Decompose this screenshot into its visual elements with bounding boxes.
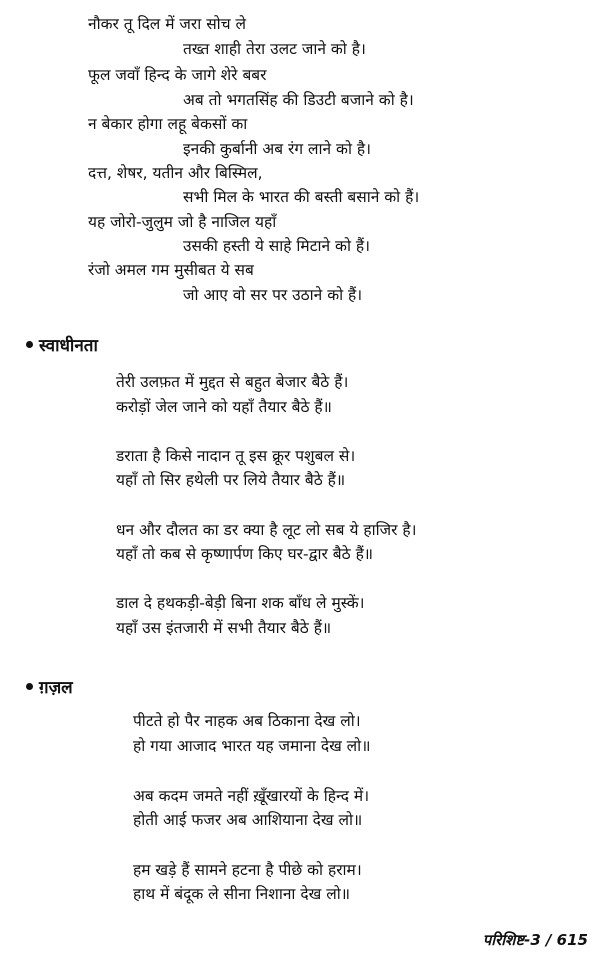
poem-line: अब कदम जमते नहीं ख़ूँखारयों के हिन्द में। bbox=[133, 787, 370, 805]
poem-line: फूल जवाँ हिन्द के जागे शेरे बबर bbox=[88, 66, 267, 84]
poem-line: डराता है किसे नादान तू इस क्रूर पशुबल से। bbox=[116, 447, 356, 465]
poem-line: करोड़ों जेल जाने को यहाँ तैयार बैठे हैं॥ bbox=[116, 398, 332, 416]
poem-line: हाथ में बंदूक ले सीना निशाना देख लो॥ bbox=[133, 885, 351, 903]
poem-line: डाल दे हथकड़ी-बेड़ी बिना शक बाँध ले मुस्कें। bbox=[116, 594, 365, 612]
poem-line: उसकी हस्ती ये साहे मिटाने को हैं। bbox=[183, 237, 371, 255]
poem-line: नौकर तू दिल में जरा सोच ले bbox=[88, 15, 246, 33]
poem-line: पीटते हो पैर नाहक अब ठिकाना देख लो। bbox=[133, 712, 361, 730]
section-heading-text: ग़ज़ल bbox=[39, 678, 73, 698]
page-number: परिशिष्ट-3 / 615 bbox=[482, 931, 588, 949]
section-heading-ghazal bbox=[26, 677, 73, 699]
section-heading-swadhinta bbox=[26, 335, 98, 357]
poem-line: धन और दौलत का डर क्या है लूट लो सब ये हाजिर है। bbox=[116, 521, 417, 539]
poem-line: यह जोरो-जुलुम जो है नाजिल यहाँ bbox=[88, 213, 277, 231]
poem-line: रंजो अमल गम मुसीबत ये सब bbox=[88, 261, 254, 279]
poem-line: यहाँ तो कब से कृष्णार्पण किए घर-द्वार बैठे हैं॥ bbox=[116, 545, 374, 563]
poem-line: तेरी उलफ़त में मुद्दत से बहुत बेजार बैठे हैं। bbox=[116, 373, 349, 391]
poem-line: तख्त शाही तेरा उलट जाने को है। bbox=[183, 40, 366, 58]
poem-line: जो आए वो सर पर उठाने को हैं। bbox=[183, 286, 363, 304]
poem-line: यहाँ तो सिर हथेली पर लिये तैयार बैठे हैं॥ bbox=[116, 471, 346, 489]
poem-line: अब तो भगतसिंह की डिउटी बजाने को है। bbox=[183, 91, 414, 109]
poem-line: यहाँ उस इंतजारी में सभी तैयार बैठे हैं॥ bbox=[116, 619, 332, 637]
poem-line: सभी मिल के भारत की बस्ती बसाने को हैं। bbox=[183, 188, 420, 206]
poem-line: इनकी कुर्बानी अब रंग लाने को है। bbox=[183, 140, 371, 158]
bullet-icon bbox=[26, 683, 33, 690]
poem-line: हो गया आजाद भारत यह जमाना देख लो॥ bbox=[133, 737, 371, 755]
poem-line: हम खड़े हैं सामने हटना है पीछे को हराम। bbox=[133, 861, 362, 879]
poem-line: न बेकार होगा लहू बेकसों का bbox=[88, 115, 248, 133]
poem-line: दत्त, शेषर, यतीन और बिस्मिल, bbox=[88, 164, 263, 182]
section-heading-text: स्वाधीनता bbox=[39, 336, 98, 356]
poem-line: होती आई फजर अब आशियाना देख लो॥ bbox=[133, 811, 363, 829]
bullet-icon bbox=[26, 341, 33, 348]
